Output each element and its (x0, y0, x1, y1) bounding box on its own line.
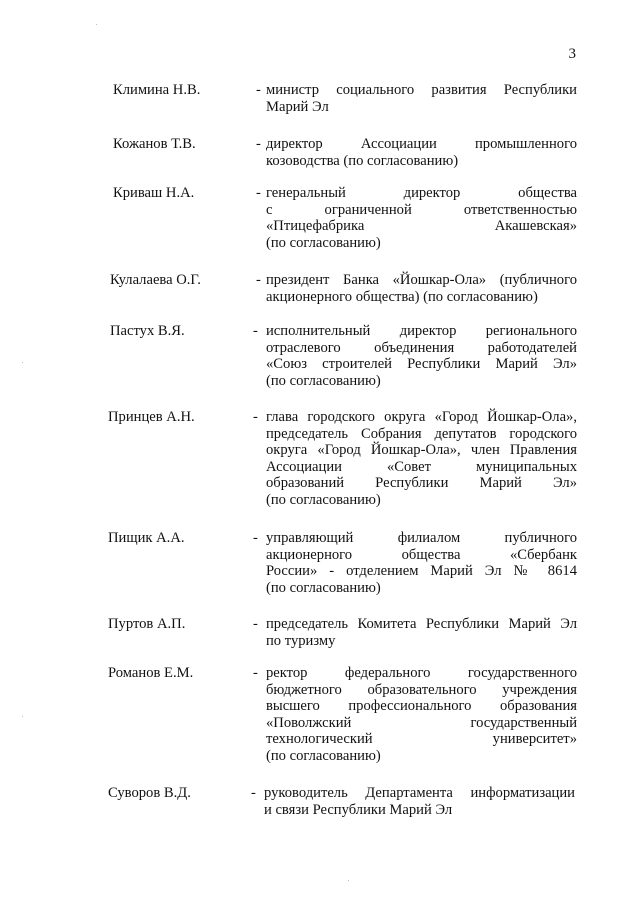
position-line: председатель Комитета Республики Марий Эл (266, 616, 577, 632)
member-position (266, 272, 577, 305)
scan-speck (22, 362, 23, 363)
dash-separator: - (253, 530, 258, 546)
member-position (266, 323, 577, 389)
page-number: 3 (568, 46, 576, 62)
position-line: и связи Республики Марий Эл (264, 801, 453, 818)
position-line: акционерного общества) (по согласованию) (266, 288, 538, 305)
position-line: (по согласованию) (266, 747, 381, 764)
member-position (266, 136, 577, 169)
position-line: «Союз строителей Республики Марий Эл» (266, 356, 577, 372)
scan-speck (348, 880, 349, 881)
position-line: отраслевого объединения работодателей (266, 339, 577, 356)
member-name: Пуртов А.П. (108, 616, 186, 632)
member-name: Романов Е.М. (108, 665, 194, 681)
member-name: Суворов В.Д. (108, 785, 191, 801)
position-line: председатель Собрания депутатов городского (266, 425, 577, 442)
position-line: высшего профессионального образования (266, 698, 577, 714)
position-line: управляющий филиалом публичного (266, 530, 577, 546)
position-line: Марий Эл (266, 98, 329, 115)
position-line: (по согласованию) (266, 491, 381, 508)
dash-separator: - (256, 136, 261, 152)
position-line: руководитель Департамента информатизации (264, 785, 575, 801)
member-position (266, 82, 577, 115)
position-line: (по согласованию) (266, 234, 381, 251)
position-line: с ограниченной ответственностью (266, 201, 577, 218)
member-position (266, 409, 577, 508)
dash-separator: - (256, 272, 261, 288)
position-line: (по согласованию) (266, 579, 381, 596)
position-line: бюджетного образовательного учреждения (266, 681, 577, 698)
position-line: «Птицефабрика Акашевская» (266, 218, 577, 234)
position-line: технологический университет» (266, 731, 577, 747)
dash-separator: - (253, 665, 258, 681)
member-name: Климина Н.В. (113, 82, 201, 98)
position-line: козоводства (по согласованию) (266, 152, 459, 169)
member-position (264, 785, 575, 818)
member-position (266, 665, 577, 764)
member-name: Кулалаева О.Г. (110, 272, 201, 288)
member-name: Принцев А.Н. (108, 409, 195, 425)
position-line: акционерного общества «Сбербанк (266, 546, 577, 563)
scan-speck (96, 24, 97, 25)
position-line: ректор федерального государственного (266, 665, 577, 681)
position-line: директор Ассоциации промышленного (266, 136, 577, 152)
position-line: округа «Город Йошкар-Ола», член Правления (266, 442, 577, 458)
dash-separator: - (256, 185, 261, 201)
member-name: Пищик А.А. (108, 530, 185, 546)
member-name: Криваш Н.А. (113, 185, 195, 201)
member-name: Пастух В.Я. (110, 323, 185, 339)
position-line: «Поволжский государственный (266, 714, 577, 731)
dash-separator: - (253, 616, 258, 632)
position-line: глава городского округа «Город Йошкар-Ола», (266, 409, 577, 425)
dash-separator: - (253, 409, 258, 425)
dash-separator: - (253, 323, 258, 339)
dash-separator: - (256, 82, 261, 98)
scan-speck (22, 716, 23, 717)
position-line: исполнительный директор регионального (266, 323, 577, 339)
position-line: по туризму (266, 632, 336, 649)
member-name: Кожанов Т.В. (113, 136, 196, 152)
position-line: министр социального развития Республики (266, 82, 577, 98)
position-line: (по согласованию) (266, 372, 381, 389)
position-line: Ассоциации «Совет муниципальных (266, 458, 577, 475)
member-position (266, 530, 577, 596)
position-line: генеральный директор общества (266, 185, 577, 201)
position-line: образований Республики Марий Эл» (266, 475, 577, 491)
dash-separator: - (251, 785, 256, 801)
position-line: президент Банка «Йошкар-Ола» (публичного (266, 272, 577, 288)
member-position (266, 616, 577, 649)
member-position (266, 185, 577, 251)
position-line: России» - отделением Марий Эл № 8614 (266, 563, 577, 579)
